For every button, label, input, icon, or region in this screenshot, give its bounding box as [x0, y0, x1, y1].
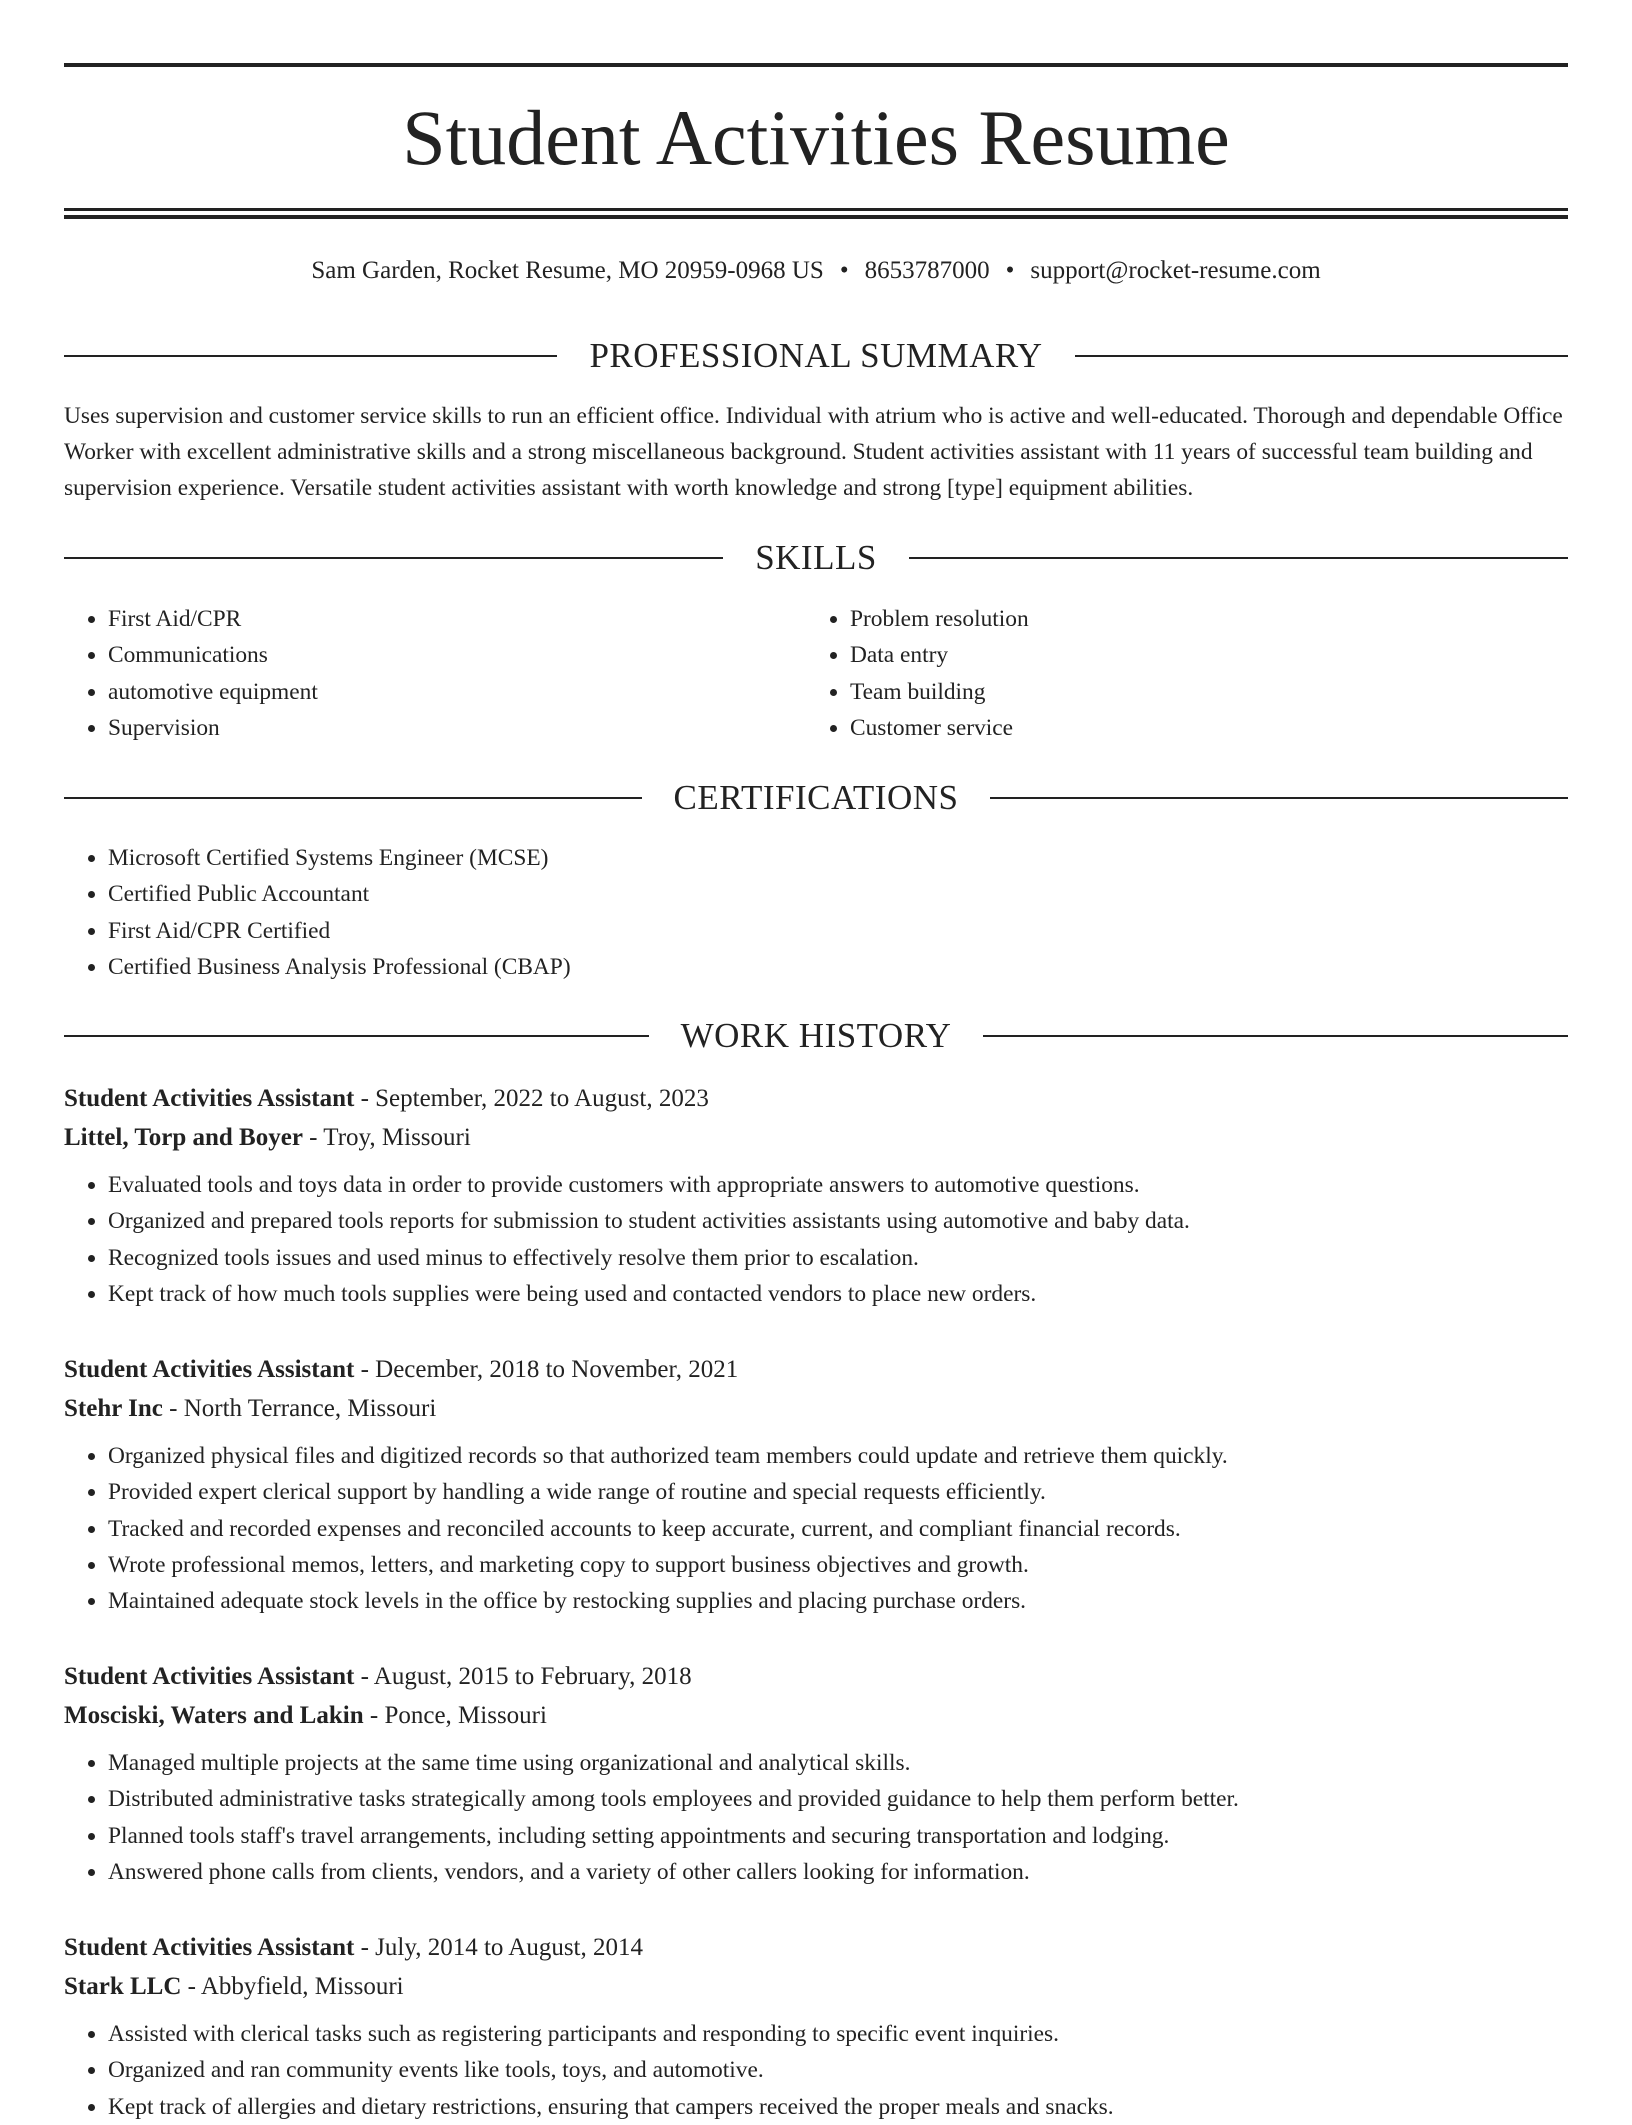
job-bullet: • Provided expert clerical support by handling a wide range of routine and special requests efficiently.: [108, 1474, 1568, 1510]
certifications-heading-label: CERTIFICATIONS: [673, 778, 959, 817]
job-separator: -: [302, 1124, 324, 1151]
job-bullet: • Organized and ran community events like tools, toys, and automotive.: [108, 2052, 1568, 2088]
job-company: Mosciski, Waters and Lakin: [64, 1702, 364, 1729]
job-dates: August, 2015 to February, 2018: [373, 1663, 692, 1690]
skills-heading: [64, 536, 1568, 580]
job-bullet: • Distributed administrative tasks strategically among tools employees and provided guidance to help them perform better.: [108, 1781, 1568, 1817]
job-bullet: • Maintained adequate stock levels in the office by restocking supplies and placing purchase orders.: [108, 1583, 1568, 1619]
job-title-line: [64, 1928, 1568, 1967]
heading-rule-right: [909, 557, 1568, 559]
job-company-line: [64, 1118, 1568, 1157]
job-title: Student Activities Assistant: [64, 1663, 355, 1690]
skill-item: • Team building: [850, 674, 1029, 710]
title-rule-lower: [64, 215, 1568, 219]
job-entry: [64, 1079, 1568, 1312]
heading-rule-left: [64, 355, 557, 357]
skill-item: • First Aid/CPR: [108, 601, 318, 637]
job-separator: -: [354, 1663, 374, 1690]
job-bullets: [64, 1167, 1568, 1312]
job-bullet: • Organized and prepared tools reports for submission to student activities assistants using automotive and baby data.: [108, 1203, 1568, 1239]
job-title: Student Activities Assistant: [64, 1934, 355, 1961]
job-separator: -: [162, 1395, 184, 1422]
job-title: Student Activities Assistant: [64, 1356, 355, 1383]
job-location: North Terrance, Missouri: [183, 1395, 437, 1422]
work-history-heading: [64, 1014, 1568, 1058]
job-dates: July, 2014 to August, 2014: [375, 1934, 643, 1961]
skill-item: • Communications: [108, 637, 318, 673]
title-rule-upper: [64, 208, 1568, 211]
job-bullet: • Evaluated tools and toys data in order to provide customers with appropriate answers to automotive questions.: [108, 1167, 1568, 1203]
certification-item: • Certified Public Accountant: [108, 876, 571, 912]
job-title-line: [64, 1079, 1568, 1118]
job-company-line: [64, 1967, 1568, 2006]
contact-line: [64, 254, 1568, 288]
skills-right-column: [806, 601, 1029, 746]
certifications-list: [64, 840, 571, 985]
heading-rule-left: [64, 557, 723, 559]
contact-phone: 8653787000: [864, 257, 990, 284]
resume-title: Student Activities Resume: [402, 94, 1230, 181]
job-bullet: • Recognized tools issues and used minus to effectively resolve them prior to escalation.: [108, 1240, 1568, 1276]
job-bullets: [64, 1438, 1568, 1619]
job-bullet: • Managed multiple projects at the same time using organizational and analytical skills.: [108, 1745, 1568, 1781]
job-bullet: • Wrote professional memos, letters, and marketing copy to support business objectives and growth.: [108, 1547, 1568, 1583]
job-separator: -: [354, 1085, 376, 1112]
skills-heading-label: SKILLS: [755, 538, 877, 577]
skill-item: • automotive equipment: [108, 674, 318, 710]
job-bullet: • Tracked and recorded expenses and reconciled accounts to keep accurate, current, and compliant financial records.: [108, 1511, 1568, 1547]
job-bullet: • Kept track of allergies and dietary restrictions, ensuring that campers received the proper meals and snacks.: [108, 2089, 1568, 2125]
job-company-line: [64, 1696, 1568, 1735]
skill-item: • Customer service: [850, 710, 1029, 746]
job-company: Stark LLC: [64, 1973, 182, 2000]
job-separator: -: [363, 1702, 385, 1729]
job-separator: -: [181, 1973, 201, 2000]
job-company: Stehr Inc: [64, 1395, 163, 1422]
summary-heading: [64, 334, 1568, 378]
job-company-line: [64, 1389, 1568, 1428]
heading-rule-left: [64, 1035, 649, 1037]
job-bullet: • Answered phone calls from clients, vendors, and a variety of other callers looking for information.: [108, 1854, 1568, 1890]
job-dates: December, 2018 to November, 2021: [375, 1356, 739, 1383]
job-entry: [64, 1657, 1568, 1890]
job-bullets: [64, 1745, 1568, 1890]
job-separator: -: [354, 1934, 376, 1961]
job-title: Student Activities Assistant: [64, 1085, 355, 1112]
heading-rule-right: [1075, 355, 1568, 357]
skills-right-list: [806, 601, 1029, 746]
job-location: Ponce, Missouri: [384, 1702, 547, 1729]
certifications-block: [64, 840, 571, 985]
resume-page: [64, 0, 1568, 2120]
heading-rule-right: [983, 1035, 1568, 1037]
job-bullet: • Kept track of how much tools supplies were being used and contacted vendors to place new orders.: [108, 1276, 1568, 1312]
job-title-line: [64, 1350, 1568, 1389]
contact-separator: •: [839, 257, 849, 284]
job-location: Abbyfield, Missouri: [200, 1973, 404, 2000]
summary-heading-label: PROFESSIONAL SUMMARY: [589, 336, 1043, 375]
work-history-heading-label: WORK HISTORY: [680, 1016, 952, 1055]
skill-item: • Problem resolution: [850, 601, 1029, 637]
top-rule: [64, 63, 1568, 67]
skills-left-column: [64, 601, 318, 746]
certifications-heading: [64, 776, 1568, 820]
job-company: Littel, Torp and Boyer: [64, 1124, 303, 1151]
job-title-line: [64, 1657, 1568, 1696]
job-location: Troy, Missouri: [323, 1124, 471, 1151]
job-separator: -: [354, 1356, 376, 1383]
job-entry: [64, 1350, 1568, 1619]
job-bullets: [64, 2016, 1568, 2125]
skills-left-list: [64, 601, 318, 746]
certification-item: • Certified Business Analysis Professional (CBAP): [108, 949, 571, 985]
job-dates: September, 2022 to August, 2023: [375, 1085, 709, 1112]
certification-item: • Microsoft Certified Systems Engineer (MCSE): [108, 840, 571, 876]
contact-email: support@rocket-resume.com: [1030, 257, 1321, 284]
summary-text: Uses supervision and customer service skills to run an efficient office. Individual with atrium who is active and well-educated. Thorough and dependable Office Worker with excellent administrative skills and a strong miscellaneous background. Student activities assistant with 11 years of successful team building and supervision experience. Versatile student activities assistant with worth knowledge and strong [type] equipment abilities.: [64, 403, 1563, 501]
contact-separator: •: [1005, 257, 1015, 284]
job-bullet: • Planned tools staff's travel arrangements, including setting appointments and securing transportation and lodging.: [108, 1818, 1568, 1854]
certification-item: • First Aid/CPR Certified: [108, 913, 571, 949]
skill-item: • Data entry: [850, 637, 1029, 673]
heading-rule-right: [990, 797, 1568, 799]
heading-rule-left: [64, 797, 642, 799]
skill-item: • Supervision: [108, 710, 318, 746]
job-entry: [64, 1928, 1568, 2125]
contact-address: Sam Garden, Rocket Resume, MO 20959-0968 US: [311, 257, 824, 284]
job-bullet: • Assisted with clerical tasks such as registering participants and responding to specific event inquiries.: [108, 2016, 1568, 2052]
job-bullet: • Organized physical files and digitized records so that authorized team members could update and retrieve them quickly.: [108, 1438, 1568, 1474]
